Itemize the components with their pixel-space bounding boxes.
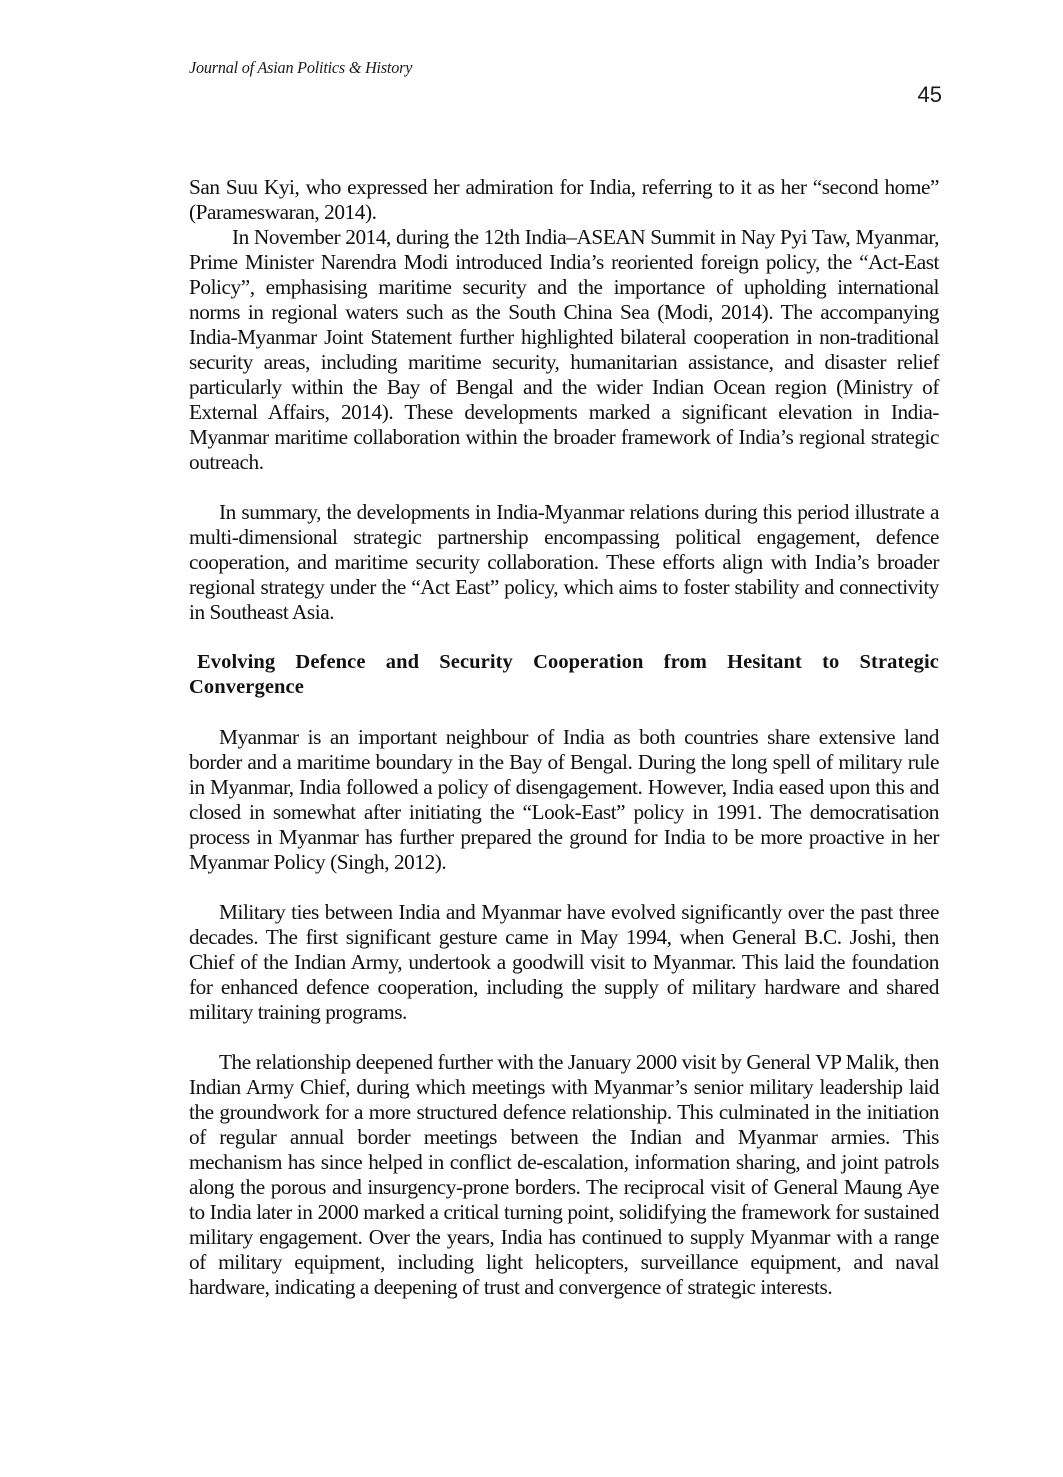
paragraph-spacer <box>189 700 939 725</box>
page-number: 45 <box>917 82 942 107</box>
paragraph-spacer <box>189 475 939 500</box>
paragraph-spacer <box>189 875 939 900</box>
paragraph-continued: San Suu Kyi, who expressed her admiration for India, referring to it as her “second home” (Parameswaran, 2014). <box>189 175 939 224</box>
paragraph-act-east-policy: In November 2014, during the 12th India–ASEAN Summit in Nay Pyi Taw, Myanmar, Prime Minister Narendra Modi introduced India’s reoriented foreign policy, the “Act-East Policy”, emphasising maritime security and the importance of upholding international norms in regional waters such as the South China Sea (Modi, 2014). The accompanying India-Myanmar Joint Statement further highlighted bilateral cooperation in non-traditional security areas, including maritime security, humanitarian assistance, and disaster relief particularly within the Bay of Bengal and the wider Indian Ocean region (Ministry of External Affairs, 2014). These developments marked a significant elevation in India-Myanmar maritime collaboration within the broader framework of India’s regional strategic outreach. <box>189 225 939 474</box>
running-header-journal-title: Journal of Asian Politics & History <box>189 58 413 77</box>
paragraph-spacer <box>189 1025 939 1050</box>
paragraph-summary: In summary, the developments in India-Myanmar relations during this period illustrate a multi-dimensional strategic partnership encompassing political engagement, defence cooperation, and maritime security collaboration. These efforts align with India’s broader regional strategy under the “Act East” policy, which aims to foster stability and connectivity in Southeast Asia. <box>189 500 939 624</box>
paragraph-neighbour: Myanmar is an important neighbour of India as both countries share extensive land border and a maritime boundary in the Bay of Bengal. During the long spell of military rule in Myanmar, India followed a policy of disengagement. However, India eased upon this and closed in somewhat after initiating the “Look-East” policy in 1991. The democratisation process in Myanmar has further prepared the ground for India to be more proactive in her Myanmar Policy (Singh, 2012). <box>189 725 939 874</box>
article-body <box>189 175 939 1300</box>
section-heading: Evolving Defence and Security Cooperation from Hesitant to Strategic Convergence <box>189 651 939 698</box>
paragraph-relationship-deepened: The relationship deepened further with the January 2000 visit by General VP Malik, then Indian Army Chief, during which meetings with Myanmar’s senior military leadership laid the groundwork for a more structured defence relationship. This culminated in the initiation of regular annual border meetings between the Indian and Myanmar armies. This mechanism has since helped in conflict de-escalation, information sharing, and joint patrols along the porous and insurgency-prone borders. The reciprocal visit of General Maung Aye to India later in 2000 marked a critical turning point, solidifying the framework for sustained military engagement. Over the years, India has continued to supply Myanmar with a range of military equipment, including light helicopters, surveillance equipment, and naval hardware, indicating a deepening of trust and convergence of strategic interests. <box>189 1050 939 1299</box>
paragraph-military-ties: Military ties between India and Myanmar have evolved significantly over the past three decades. The first significant gesture came in May 1994, when General B.C. Joshi, then Chief of the Indian Army, undertook a goodwill visit to Myanmar. This laid the foundation for enhanced defence cooperation, including the supply of military hardware and shared military training programs. <box>189 900 939 1024</box>
paragraph-spacer <box>189 625 939 650</box>
